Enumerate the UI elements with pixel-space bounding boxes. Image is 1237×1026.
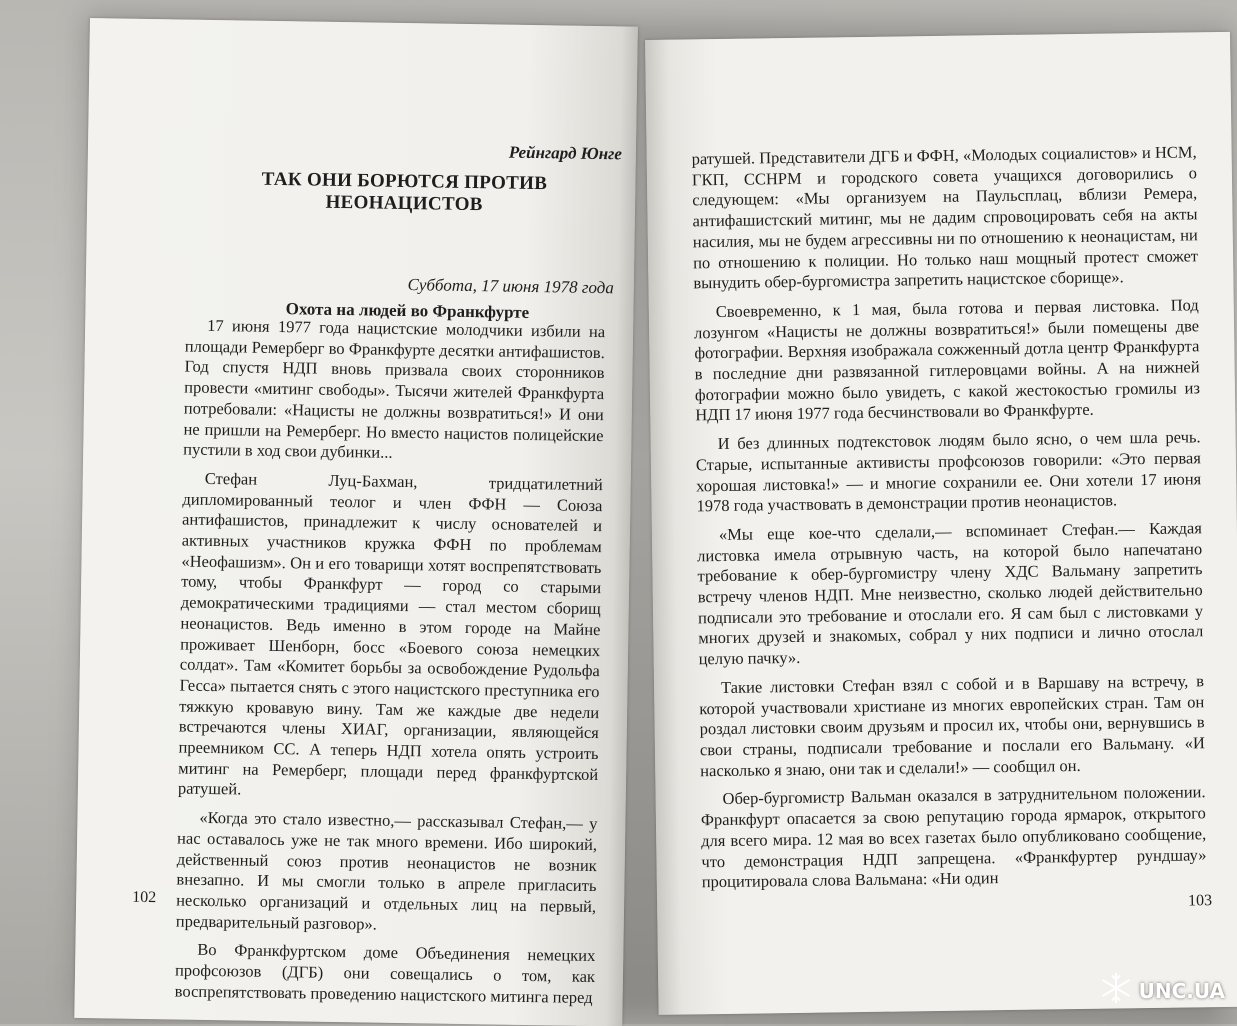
- paragraph: Во Франкфуртском доме Объединения немецких профсоюзов (ДГБ) они совещались о том, как воспрепятствовать проведению нацистского митинга перед: [174, 940, 596, 1007]
- section-subtitle: Охота на людей во Франкфурте: [285, 299, 530, 322]
- paragraph: «Мы еще кое-что сделали,— вспоминает Стефан.— Каждая листовка имела отрывную часть, на которой было напечатано требование к обер-бургомистру члену ХДС Вальману запретить встречу членов НДП. Мне неизвестно, сколько людей действительно подписали это требование и отослали его. Я сам был с листовками у многих друзей и знакомых, собрал у них подписи и лично отослал целую пачку».: [697, 518, 1204, 669]
- article-date: Суббота, 17 июня 1978 года: [407, 275, 614, 298]
- paragraph: Такие листовки Стефан взял с собой и в Варшаву на встречу, в которой участвовали христиане из многих европейских стран. Там он роздал листовки своим друзьям и просил их, чтобы они, вернувшись в свои страны, подписали требование и послали его Вальману. «И насколько я знаю, они так и сделали!» — сообщил он.: [699, 671, 1205, 780]
- paragraph: «Когда это стало известно,— рассказывал Стефан,— у нас оставалось уже не так много времени. Ибо широкий, действенный союз против неонацистов не возник внезапно. И мы смогли только в апреле пригласить несколько организаций и отдельных лиц на первый, предварительный разговор».: [175, 807, 598, 934]
- site-watermark: [1099, 971, 1225, 1010]
- right-body-text: [692, 142, 1207, 901]
- left-body-text: [174, 316, 605, 1017]
- paragraph: 17 июня 1977 года нацистские молодчики избили на площади Ремерберг во Франкфурте десятки антифашистов. Год спустя НДП вновь призвала своих сторонников провести «митинг свободы». Тысячи жителей Франкфурта потребовали: «Нацисты не должны возвратиться!» И они не пришли на Ремерберг. Но вместо нацистов полицейские пустили в ход свои дубинки...: [183, 315, 606, 463]
- author-name: Рейнгард Юнге: [508, 142, 623, 164]
- paragraph: Своевременно, к 1 мая, была готова и первая листовка. Под лозунгом «Нацисты не должны возвратиться!» были помещены две фотографии. Верхняя изображала сожженный дотла центр Франкфурта в последние дни развязанной гитлеровцами войны. А на нижней фотографии можно было увидеть, с какой жестокостью громилы из НДП 17 июня 1977 года бесчинствовали во Франкфурте.: [693, 295, 1201, 425]
- paragraph: Стефан Луц-Бахман, тридцатилетний дипломированный теолог и член ФФН — Союза антифашистов, принадлежит к числу основателей и активных участников кружка ФФН по проблемам «Неофашизм». Он и его товарищи хотят воспрепятствовать тому, чтобы Франкфурт — город со старыми демократическими традициями — стал местом сборищ неонацистов. Ведь именно в этом городе на Майне проживает Шенборн, босс «Боевого союза немецких солдат». Там «Комитет борьбы за освобождение Рудольфа Гесса» пытается снять с этого нацистского преступника его тяжкую кровавую вину. Там же каждые две недели встречаются члены ХИАГ, организации, являющейся преемником СС. А теперь НДП хотела опять устроить митинг на Ремерберг, площади перед франкфуртской ратушей.: [177, 468, 603, 799]
- right-page: [645, 32, 1237, 1015]
- left-page: [74, 18, 638, 1026]
- page-number: 102: [132, 888, 157, 907]
- article-title: ТАК ОНИ БОРЮТСЯ ПРОТИВ НЕОНАЦИСТОВ: [261, 168, 548, 216]
- paragraph: И без длинных подтекстовок людям было ясно, о чем шла речь. Старые, испытанные активисты профсоюзов говорили: «Это первая хорошая листовка!» — и многие сохранили ее. Они хотели 17 июня 1978 года участвовать в демонстрации против неонацистов.: [695, 427, 1202, 516]
- paragraph: Обер-бургомистр Вальман оказался в затруднительном положении. Франкфурт опасается за свою репутацию города ярмарок, открытого для всего мира. 12 мая во всех газетах было опубликовано сообщение, что демонстрация НДП запрещена. «Франкфуртер рундшау» процитировала слова Вальмана: «Ни один: [700, 782, 1207, 892]
- snowflake-icon: [1099, 971, 1133, 1010]
- watermark-text: UNC.UA: [1138, 978, 1225, 1003]
- page-number: 103: [1187, 892, 1213, 910]
- paragraph: ратушей. Представители ДГБ и ФФН, «Молодых социалистов» и НСМ, ГКП, ССНРМ и городского совета учащихся договорились о следующем: «Мы организуем на Паульсплац, вблизи Ремера, антифашистский митинг, мы не дадим спровоцировать себя на акты насилия, мы не будем агрессивны ни по отношению к неонацистам, ни по отношению к полиции. Но только наш мощный протест сможет вынудить обер-бургомистра запретить нацистское сборище».: [691, 142, 1199, 293]
